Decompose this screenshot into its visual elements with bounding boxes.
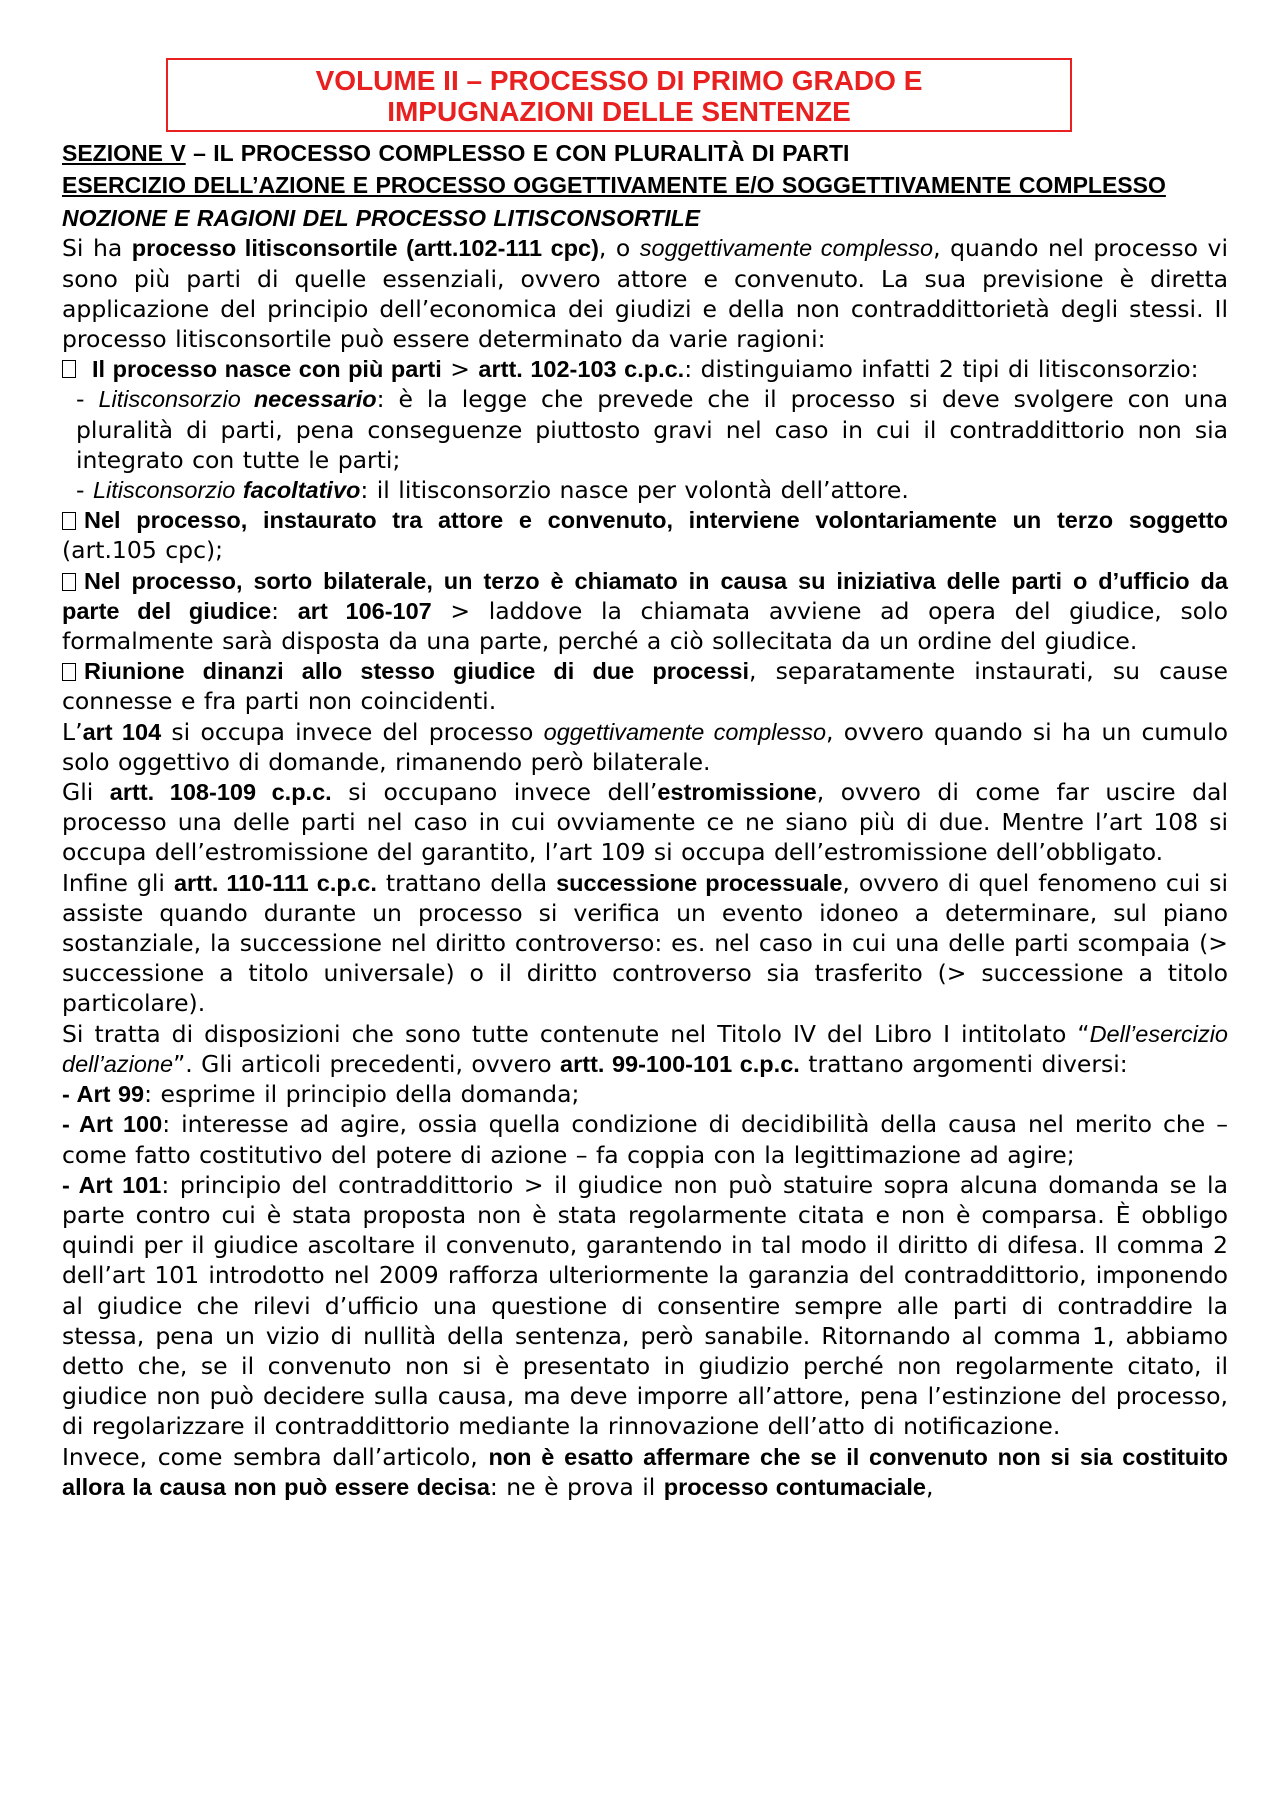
bold-run: artt. 99-100-101 c.p.c. <box>560 1050 800 1077</box>
text-run: - <box>76 476 93 505</box>
text-run: , separatamente instaurati, su cause connesse e fra parti non coincidenti. <box>62 657 1228 716</box>
list-item-bullet-4 <box>62 656 1228 716</box>
text-run: si occupa invece del processo <box>161 717 544 746</box>
text-run: > <box>441 355 479 384</box>
bold-run: Il processo nasce con più parti <box>92 356 442 383</box>
bold-run: - Art 101 <box>62 1171 162 1198</box>
bold-italic-run: necessario <box>253 386 377 413</box>
text-run: : distinguiamo infatti 2 tipi di litisconsorzio: <box>684 355 1199 384</box>
text-run: , quando nel processo vi sono più parti di quelle essenziali, ovvero attore e convenuto. La sua previsione è diretta applicazione del principio dell’economica dei giudizi e della non contraddittorietà degli stessi. Il processo litisconsortile può essere determinato da varie ragioni: <box>62 234 1228 354</box>
paragraph-contumacia <box>62 1442 1228 1502</box>
text-run: Invece, come sembra dall’articolo, <box>62 1442 489 1471</box>
section-heading <box>62 138 1228 168</box>
bold-run: processo contumaciale <box>663 1473 926 1500</box>
text-run: > laddove la chiamata avviene ad opera del giudice, solo formalmente sarà disposta da una parte, perché a ciò sollecitata da un ordine del giudice. <box>62 596 1228 656</box>
text-run: : il litisconsorzio nasce per volontà dell’attore. <box>360 476 909 505</box>
list-item-bullet-3 <box>62 566 1228 657</box>
bold-run: - Art 99 <box>62 1081 145 1108</box>
list-item-bullet-1 <box>62 354 1228 384</box>
paragraph-art104 <box>62 717 1228 777</box>
list-item-art101 <box>62 1170 1228 1442</box>
list-item-bullet-2 <box>62 505 1228 565</box>
volume-title-line1: VOLUME II – PROCESSO DI PRIMO GRADO E <box>315 65 923 96</box>
volume-title-line2: IMPUGNAZIONI DELLE SENTENZE <box>387 96 851 127</box>
text-run: , ovvero quando si ha un cumulo solo oggettivo di domande, rimanendo però bilaterale. <box>62 717 1228 776</box>
paragraph-titolo-iv <box>62 1019 1228 1079</box>
paragraph-successione <box>62 868 1228 1019</box>
bold-run: processo litisconsortile (artt.102-111 cpc) <box>131 235 599 262</box>
bold-run: successione processuale <box>556 869 843 896</box>
list-item-sub-facoltativo <box>62 475 1228 505</box>
document-body <box>62 138 1228 1502</box>
paragraph-estromissione <box>62 777 1228 868</box>
text-run: : <box>271 596 298 625</box>
text-run: trattano argomenti diversi: <box>799 1049 1128 1078</box>
text-run: si occupano invece dell’ <box>331 778 658 807</box>
text-run: : principio del contraddittorio > il giudice non può statuire sopra alcuna domanda se la parte contro cui è stata proposta non è stata regolarmente citata e non è comparsa. È obbligo quindi per il giudice ascoltare il convenuto, garantendo in tal modo il diritto di difesa. Il comma 2 dell’art 101 introdotto nel 2009 rafforza ulteriormente la garanzia del contraddittorio, imponendo al giudice che rilevi d’ufficio una questione di consentire sempre alle parti di contraddire la stessa, pena un vizio di nullità della sentenza, però sanabile. Ritornando al comma 1, abbiamo detto che, se il convenuto non si è presentato in giudizio perché non regolarmente citato, il giudice non può decidere sulla causa, ma deve imporre all’attore, pena l’estinzione del processo, di regolarizzare il contraddittorio mediante la rinnovazione dell’atto di notificazione. <box>62 1170 1228 1441</box>
text-run: , <box>926 1472 934 1501</box>
bullet-box-icon <box>62 360 76 378</box>
list-item-art99 <box>62 1079 1228 1109</box>
topic-title: NOZIONE E RAGIONI DEL PROCESSO LITISCONSORTILE <box>62 205 700 232</box>
bold-italic-run: facoltativo <box>242 477 361 504</box>
volume-title-box <box>166 58 1072 132</box>
bold-run: Nel processo, instaurato tra attore e convenuto, interviene volontariamente un terzo soggetto <box>84 507 1228 534</box>
text-run: (art.105 cpc); <box>62 536 224 565</box>
section-title: – IL PROCESSO COMPLESSO E CON PLURALITÀ DI PARTI <box>185 140 850 166</box>
list-item-art100 <box>62 1109 1228 1169</box>
text-run: : ne è prova il <box>489 1472 664 1501</box>
bullet-box-icon <box>62 663 76 681</box>
text-run: : è la legge che prevede che il processo si deve svolgere con una pluralità di parti, pena conseguenze piuttosto gravi nel caso in cui il contraddittorio non sia integrato con tutte le parti; <box>76 385 1228 474</box>
text-run: : interesse ad agire, ossia quella condizione di decidibilità della causa nel merito che – come fatto costitutivo del potere di azione – fa coppia con la legittimazione ad agire; <box>62 1110 1228 1169</box>
bold-run: Riunione dinanzi allo stesso giudice di due processi <box>84 658 750 685</box>
italic-run: Litisconsorzio <box>98 386 254 413</box>
bold-run: non è esatto affermare che se il convenuto non si sia costituito allora la causa non può essere decisa <box>62 1443 1228 1500</box>
text-run: : esprime il principio della domanda; <box>144 1080 580 1109</box>
bold-run: - Art 100 <box>62 1111 163 1138</box>
italic-run: oggettivamente complesso <box>543 718 827 745</box>
text-run: , ovvero di come far uscire dal processo una delle parti nel caso in cui ovviamente ce ne siano più di due. Mentre l’art 108 si occupa dell’estromissione del garantito, l’art 109 si occupa dell’estromissione dell’obbligato. <box>62 778 1228 867</box>
bold-run: art 106-107 <box>297 597 432 624</box>
bold-run: artt. 108-109 c.p.c. <box>109 779 332 806</box>
bullet-box-icon <box>62 512 76 530</box>
text-run: L’ <box>62 717 83 746</box>
paragraph-intro <box>62 233 1228 354</box>
section-label: SEZIONE V <box>62 140 186 166</box>
italic-run: Dell’esercizio dell’azione <box>62 1020 1228 1077</box>
text-run: Infine gli <box>62 868 174 897</box>
list-item-sub-necessario <box>62 384 1228 475</box>
bold-run: Nel processo, sorto bilaterale, un terzo è chiamato in causa su iniziativa delle parti o d’ufficio da parte del giudice <box>62 567 1228 624</box>
text-run: ”. Gli articoli precedenti, ovvero <box>173 1049 561 1078</box>
text-run: Gli <box>62 778 110 807</box>
text-run: Si tratta di disposizioni che sono tutte contenute nel Titolo IV del Libro I intitolato “ <box>62 1019 1090 1048</box>
bold-run: estromissione <box>657 779 817 806</box>
text-run: , ovvero di quel fenomeno cui si assiste quando durante un processo si verifica un evento idoneo a determinare, sul piano sostanziale, la successione nel diritto controverso: es. nel caso in cui una delle parti scompaia (> successione a titolo universale) o il diritto controverso sia trasferito (> successione a titolo particolare). <box>62 868 1229 1018</box>
text-run: , o <box>598 234 640 263</box>
text-run: Si ha <box>62 234 132 263</box>
bullet-box-icon <box>62 573 76 591</box>
section-subtitle: ESERCIZIO DELL’AZIONE E PROCESSO OGGETTIVAMENTE E/O SOGGETTIVAMENTE COMPLESSO <box>62 172 1166 199</box>
bold-run: art 104 <box>82 718 162 745</box>
bold-run: artt. 102-103 c.p.c. <box>478 356 685 383</box>
bold-run: artt. 110-111 c.p.c. <box>173 869 377 896</box>
italic-run: Litisconsorzio <box>92 477 243 504</box>
text-run: - <box>76 385 99 414</box>
italic-run: soggettivamente complesso <box>639 235 934 262</box>
text-run: trattano della <box>376 868 557 897</box>
